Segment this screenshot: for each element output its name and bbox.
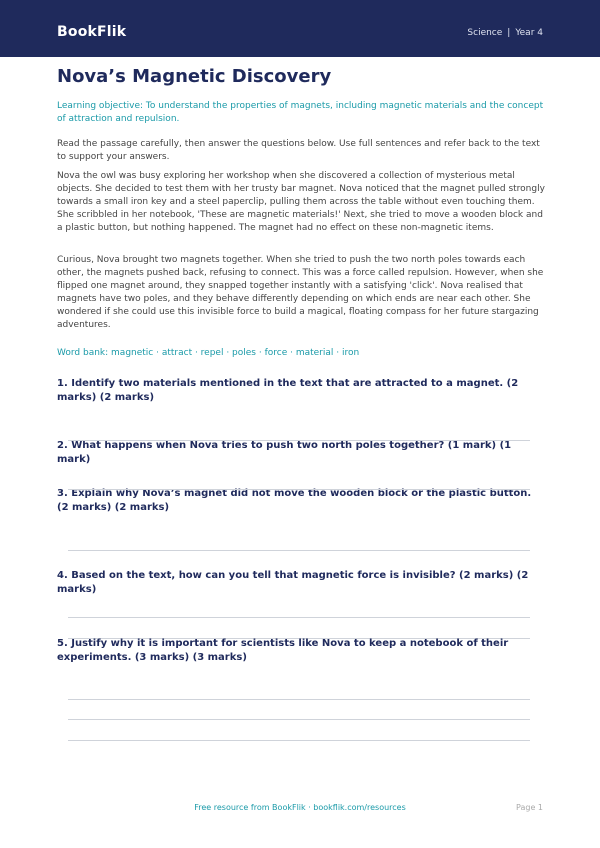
word-bank: Word bank: magnetic · attract · repel · poles · force · material · iron (57, 348, 360, 358)
passage-paragraph-2: Curious, Nova brought two magnets together. When she tried to push the two north poles towards each other, the magnets pushed back, refusing to connect. This was a force called repulsion. However, when she flipped one magnet around, they snapped together instantly with a satisfying 'click'. Nova realised that magnets have two poles, and they behave differently depending on which ends are near each other. She wondered if she could use this invisible force to build a magical, floating compass for her future stargazing adventures. (57, 255, 544, 330)
instructions-text: Read the passage carefully, then answer the questions below. Use full sentences and refer back to the text to support your answers. (57, 139, 540, 162)
page-number: Page 1 (516, 803, 543, 812)
page-header (0, 0, 600, 57)
question-5: 5. Justify why it is important for scientists like Nova to keep a notebook of their experiments. (3 marks) (3 marks) (57, 638, 509, 663)
answer-line[interactable] (68, 440, 530, 441)
learning-objective: Learning objective: To understand the properties of magnets, including magnetic materials and the concept of attraction and repulsion. (57, 101, 544, 124)
passage-paragraph-1: Nova the owl was busy exploring her workshop when she discovered a collection of mysterious metal objects. She decided to test them with her trusty bar magnet. Nova noticed that the magnet pulled strongly towards a small iron key and a steel paperclip, pulling them across the table without even touching them. She scribbled in her notebook, 'These are magnetic materials!' Next, she tried to move a wooden block and a plastic button, but nothing happened. The magnet had no effect on these non-magnetic items. (57, 171, 545, 233)
subject-label: Science (467, 28, 503, 38)
question-3: 3. Explain why Nova’s magnet did not move the wooden block or the plastic button. (2 marks) (2 marks) (57, 488, 532, 513)
brand-logo-text: BookFlik (57, 24, 127, 40)
subject-year-label (467, 27, 543, 39)
page-title: Nova’s Magnetic Discovery (57, 66, 332, 87)
header-separator: | (507, 28, 511, 38)
answer-line[interactable] (68, 740, 530, 741)
year-label: Year 4 (515, 28, 543, 38)
answer-line[interactable] (68, 617, 530, 618)
footer-resource-link[interactable]: Free resource from BookFlik · bookflik.com/resources (194, 803, 406, 812)
question-1: 1. Identify two materials mentioned in the text that are attracted to a magnet. (2 marks) (2 marks) (57, 378, 519, 403)
answer-line[interactable] (68, 719, 530, 720)
answer-line[interactable] (68, 699, 530, 700)
question-2: 2. What happens when Nova tries to push two north poles together? (1 mark) (1 mark) (57, 440, 512, 465)
answer-line[interactable] (68, 489, 530, 490)
answer-line[interactable] (68, 550, 530, 551)
question-4: 4. Based on the text, how can you tell that magnetic force is invisible? (2 marks) (2 marks) (57, 570, 529, 595)
